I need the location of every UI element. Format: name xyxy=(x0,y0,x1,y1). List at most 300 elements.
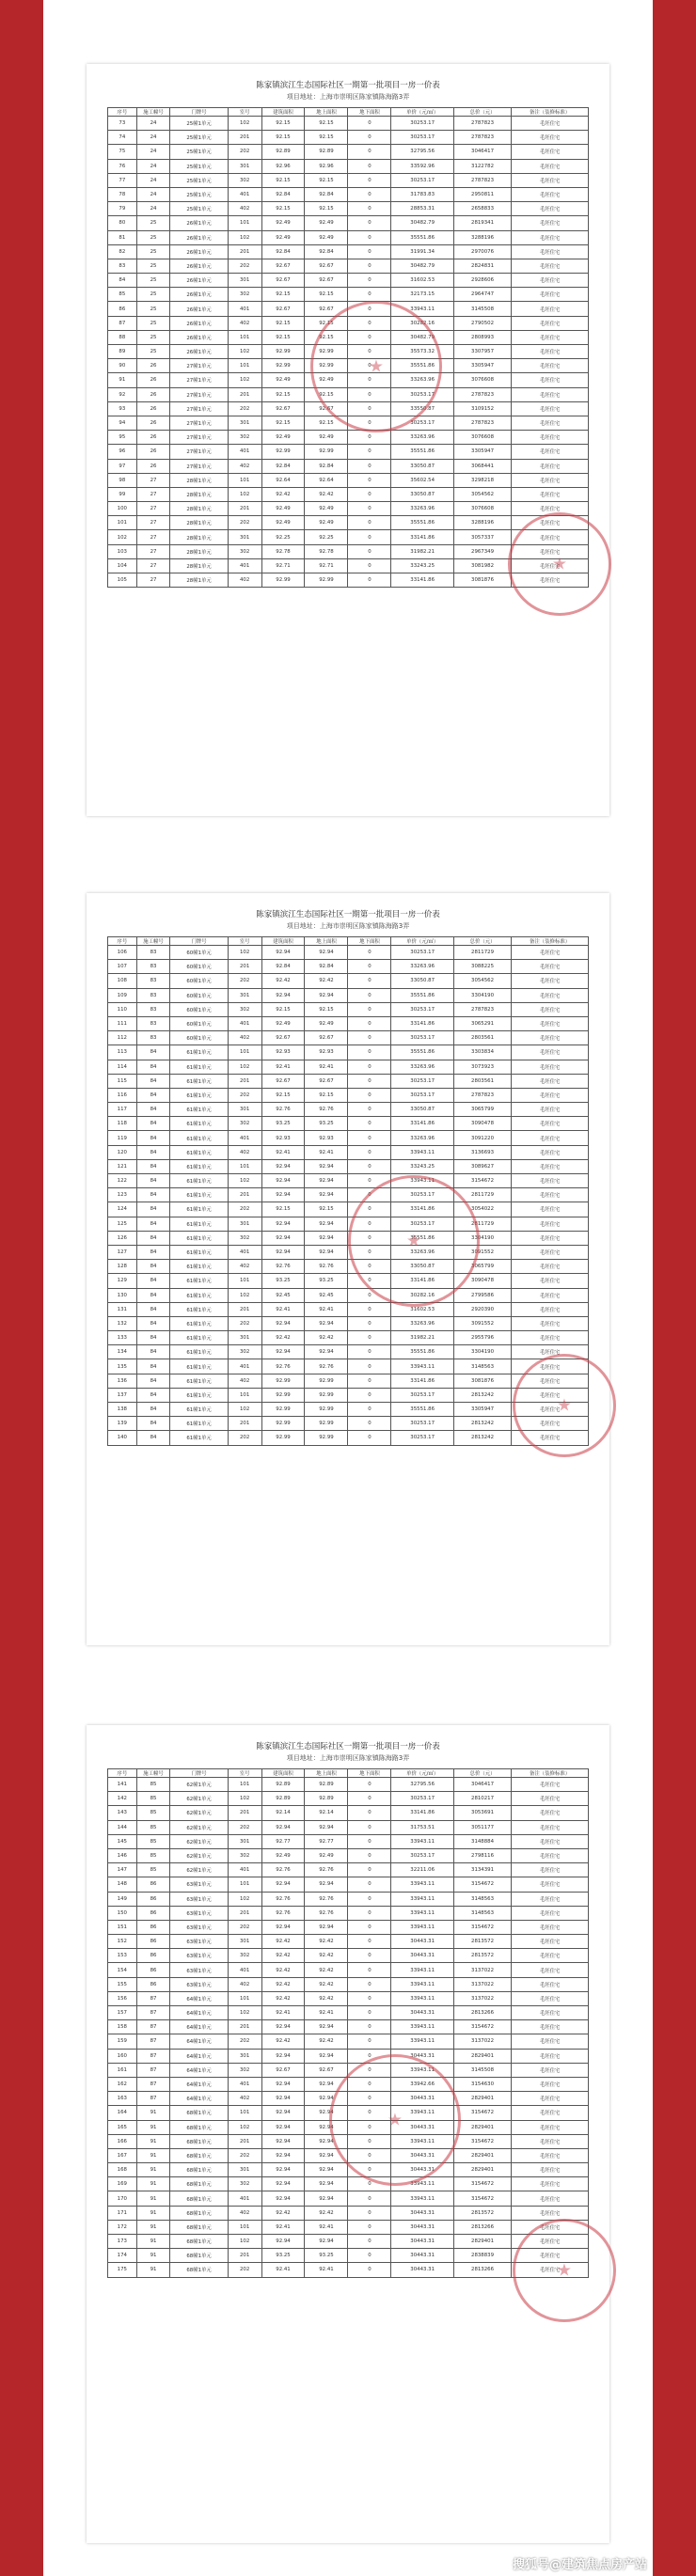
table-cell: 35551.86 xyxy=(391,1231,453,1245)
table-cell: 92.94 xyxy=(305,2163,348,2177)
table-cell: 30443.31 xyxy=(391,2049,453,2063)
table-row xyxy=(108,1806,589,1820)
table-cell: 0 xyxy=(348,544,391,558)
column-header: 门牌号 xyxy=(170,937,228,946)
table-cell: 0 xyxy=(348,1245,391,1259)
table-cell: 0 xyxy=(348,1374,391,1388)
table-cell: 0 xyxy=(348,473,391,487)
table-cell: 0 xyxy=(348,1074,391,1088)
table-cell: 0 xyxy=(348,401,391,416)
table-cell: 302 xyxy=(228,2063,261,2077)
table-cell: 2803561 xyxy=(453,1031,511,1045)
table-cell: 0 xyxy=(348,1117,391,1131)
table-cell: 0 xyxy=(348,2249,391,2263)
table-cell: 61幢1单元 xyxy=(170,1431,228,1445)
table-cell: 0 xyxy=(348,530,391,544)
column-header: 门牌号 xyxy=(170,108,228,117)
table-cell: 27 xyxy=(136,530,170,544)
table-row xyxy=(108,530,589,544)
table-cell: 毛坯住宅 xyxy=(512,1848,589,1862)
table-row xyxy=(108,974,589,988)
table-cell: 92.94 xyxy=(261,1316,305,1330)
table-cell: 33943.11 xyxy=(391,2034,453,2049)
table-cell: 毛坯住宅 xyxy=(512,1863,589,1877)
table-cell: 3081982 xyxy=(453,558,511,573)
table-cell: 26幢1单元 xyxy=(170,330,228,344)
table-row xyxy=(108,1103,589,1117)
table-cell: 毛坯住宅 xyxy=(512,459,589,473)
table-cell: 91 xyxy=(136,2134,170,2148)
table-cell: 302 xyxy=(228,1002,261,1016)
table-row xyxy=(108,2220,589,2234)
table-cell: 毛坯住宅 xyxy=(512,387,589,401)
table-cell: 2950811 xyxy=(453,187,511,201)
table-cell: 33141.86 xyxy=(391,1806,453,1820)
table-cell: 0 xyxy=(348,946,391,960)
table-cell: 93.25 xyxy=(261,2249,305,2263)
table-cell: 0 xyxy=(348,131,391,145)
table-cell: 92.42 xyxy=(261,1935,305,1949)
table-cell: 63幢1单元 xyxy=(170,1977,228,1991)
table-cell: 3109152 xyxy=(453,401,511,416)
column-header: 地上面积 xyxy=(305,108,348,117)
table-cell: 毛坯住宅 xyxy=(512,145,589,159)
sheet-title: 陈家镇滨江生态国际社区一期第一批项目一房一价表 xyxy=(256,81,440,90)
table-cell: 92.49 xyxy=(261,230,305,244)
table-cell: 62幢1单元 xyxy=(170,1848,228,1862)
table-cell: 82 xyxy=(108,244,137,259)
table-cell: 毛坯住宅 xyxy=(512,1417,589,1431)
table-cell: 33050.87 xyxy=(391,487,453,501)
column-header: 建筑面积 xyxy=(261,1769,305,1778)
table-cell: 84 xyxy=(136,1431,170,1445)
table-cell: 92.76 xyxy=(261,1863,305,1877)
table-cell: 92.76 xyxy=(261,1260,305,1274)
table-cell: 33263.96 xyxy=(391,1060,453,1074)
table-cell: 2787823 xyxy=(453,117,511,131)
table-cell: 2813266 xyxy=(453,2263,511,2277)
table-cell: 86 xyxy=(136,1906,170,1920)
table-row xyxy=(108,1202,589,1217)
table-row xyxy=(108,487,589,501)
table-cell: 61幢1单元 xyxy=(170,1288,228,1302)
table-cell: 135 xyxy=(108,1359,137,1374)
table-cell: 301 xyxy=(228,416,261,430)
table-cell: 84 xyxy=(136,1245,170,1259)
table-cell: 0 xyxy=(348,2106,391,2120)
table-cell: 27 xyxy=(136,558,170,573)
table-cell: 33943.11 xyxy=(391,302,453,316)
table-cell: 108 xyxy=(108,974,137,988)
table-cell: 2829401 xyxy=(453,2235,511,2249)
table-cell: 102 xyxy=(108,530,137,544)
table-row xyxy=(108,1834,589,1848)
table-cell: 3136693 xyxy=(453,1145,511,1159)
table-cell: 60幢1单元 xyxy=(170,960,228,974)
table-cell: 2829401 xyxy=(453,2163,511,2177)
table-cell: 92.78 xyxy=(261,544,305,558)
table-cell: 33943.11 xyxy=(391,2134,453,2148)
table-cell: 145 xyxy=(108,1834,137,1848)
table-cell: 401 xyxy=(228,1016,261,1030)
table-cell: 92.41 xyxy=(261,2220,305,2234)
table-cell: 2813572 xyxy=(453,1935,511,1949)
table-cell: 83 xyxy=(136,988,170,1002)
table-row xyxy=(108,1963,589,1977)
table-cell: 302 xyxy=(228,431,261,445)
table-cell: 78 xyxy=(108,187,137,201)
table-cell: 92.42 xyxy=(261,974,305,988)
table-cell: 144 xyxy=(108,1820,137,1834)
table-cell: 3288196 xyxy=(453,230,511,244)
table-cell: 201 xyxy=(228,502,261,516)
table-cell: 3053691 xyxy=(453,1806,511,1820)
table-row xyxy=(108,445,589,459)
table-cell: 0 xyxy=(348,988,391,1002)
table-cell: 101 xyxy=(228,473,261,487)
table-row xyxy=(108,316,589,330)
table-cell: 93 xyxy=(108,401,137,416)
table-cell: 3154672 xyxy=(453,2020,511,2034)
table-cell: 26幢1单元 xyxy=(170,345,228,359)
table-cell: 102 xyxy=(228,2235,261,2249)
table-cell: 毛坯住宅 xyxy=(512,1002,589,1016)
table-row xyxy=(108,1906,589,1920)
table-cell: 0 xyxy=(348,1060,391,1074)
table-cell: 2810217 xyxy=(453,1792,511,1806)
table-cell: 63幢1单元 xyxy=(170,1877,228,1892)
table-cell: 31783.83 xyxy=(391,187,453,201)
table-cell: 68幢1单元 xyxy=(170,2191,228,2206)
table-cell: 114 xyxy=(108,1060,137,1074)
table-cell: 202 xyxy=(228,259,261,273)
table-cell: 102 xyxy=(228,117,261,131)
table-cell: 毛坯住宅 xyxy=(512,259,589,273)
table-cell: 毛坯住宅 xyxy=(512,1016,589,1030)
table-row xyxy=(108,1045,589,1060)
table-cell: 92.93 xyxy=(305,1131,348,1145)
table-cell: 毛坯住宅 xyxy=(512,117,589,131)
table-cell: 92.67 xyxy=(261,401,305,416)
table-cell: 毛坯住宅 xyxy=(512,1145,589,1159)
table-cell: 61幢1单元 xyxy=(170,1417,228,1431)
table-cell: 31982.21 xyxy=(391,1331,453,1345)
table-cell: 117 xyxy=(108,1103,137,1117)
table-cell: 0 xyxy=(348,1174,391,1188)
table-cell: 83 xyxy=(136,946,170,960)
table-cell: 92.99 xyxy=(261,1417,305,1431)
table-cell: 113 xyxy=(108,1045,137,1060)
table-cell: 131 xyxy=(108,1302,137,1316)
table-cell: 毛坯住宅 xyxy=(512,1977,589,1991)
table-cell: 92.45 xyxy=(305,1288,348,1302)
table-cell: 3068441 xyxy=(453,459,511,473)
table-cell: 25幢1单元 xyxy=(170,117,228,131)
table-cell: 2829401 xyxy=(453,2148,511,2162)
table-cell: 毛坯住宅 xyxy=(512,216,589,230)
table-row xyxy=(108,2006,589,2020)
table-cell: 毛坯住宅 xyxy=(512,2148,589,2162)
column-header: 室号 xyxy=(228,1769,261,1778)
table-cell: 35551.86 xyxy=(391,1403,453,1417)
column-header: 施工幢号 xyxy=(136,937,170,946)
table-cell: 92.49 xyxy=(305,502,348,516)
table-cell: 92.99 xyxy=(305,1417,348,1431)
table-cell: 30253.17 xyxy=(391,1792,453,1806)
table-cell: 119 xyxy=(108,1131,137,1145)
table-cell: 27幢1单元 xyxy=(170,416,228,430)
table-cell: 3090478 xyxy=(453,1274,511,1288)
table-cell: 毛坯住宅 xyxy=(512,330,589,344)
table-cell: 30253.17 xyxy=(391,1074,453,1088)
table-cell: 33943.11 xyxy=(391,1906,453,1920)
table-cell: 301 xyxy=(228,159,261,173)
table-cell: 138 xyxy=(108,1403,137,1417)
table-cell: 84 xyxy=(136,1060,170,1074)
table-cell: 毛坯住宅 xyxy=(512,1877,589,1892)
table-cell: 61幢1单元 xyxy=(170,1260,228,1274)
table-cell: 28幢1单元 xyxy=(170,558,228,573)
table-cell: 92.89 xyxy=(261,145,305,159)
table-cell: 毛坯住宅 xyxy=(512,544,589,558)
table-cell: 172 xyxy=(108,2220,137,2234)
table-cell: 92.94 xyxy=(305,1174,348,1188)
table-cell: 3305947 xyxy=(453,445,511,459)
table-cell: 92.15 xyxy=(261,1002,305,1016)
table-cell: 92.99 xyxy=(305,1388,348,1402)
table-cell: 123 xyxy=(108,1188,137,1202)
table-cell: 30443.31 xyxy=(391,2235,453,2249)
table-cell: 115 xyxy=(108,1074,137,1088)
table-cell: 101 xyxy=(228,1388,261,1402)
table-cell: 92.94 xyxy=(261,1820,305,1834)
table-cell: 92.96 xyxy=(261,159,305,173)
table-cell: 92.67 xyxy=(305,401,348,416)
table-cell: 31753.51 xyxy=(391,1820,453,1834)
table-cell: 68幢1单元 xyxy=(170,2120,228,2134)
table-cell: 0 xyxy=(348,2077,391,2091)
table-cell: 158 xyxy=(108,2020,137,2034)
table-cell: 92.94 xyxy=(261,2092,305,2106)
table-cell: 74 xyxy=(108,131,137,145)
table-cell: 92.99 xyxy=(305,345,348,359)
table-row xyxy=(108,159,589,173)
table-cell: 2813572 xyxy=(453,1949,511,1963)
table-cell: 92.94 xyxy=(305,1345,348,1359)
table-cell: 202 xyxy=(228,1920,261,1934)
table-cell: 92.94 xyxy=(305,2077,348,2091)
table-cell: 30443.31 xyxy=(391,2120,453,2134)
table-cell: 27幢1单元 xyxy=(170,431,228,445)
table-cell: 130 xyxy=(108,1288,137,1302)
table-cell: 92.67 xyxy=(261,2063,305,2077)
table-cell: 104 xyxy=(108,558,137,573)
table-cell: 3065799 xyxy=(453,1103,511,1117)
table-cell: 302 xyxy=(228,288,261,302)
table-row xyxy=(108,1145,589,1159)
table-row xyxy=(108,2191,589,2206)
table-row xyxy=(108,2077,589,2091)
table-cell: 92.49 xyxy=(261,1848,305,1862)
table-cell: 92.67 xyxy=(261,302,305,316)
table-cell: 202 xyxy=(228,1088,261,1102)
price-table xyxy=(107,936,589,1446)
table-cell: 毛坯住宅 xyxy=(512,173,589,187)
table-cell: 201 xyxy=(228,1906,261,1920)
table-cell: 202 xyxy=(228,2148,261,2162)
table-cell: 33263.96 xyxy=(391,373,453,387)
table-cell: 毛坯住宅 xyxy=(512,1103,589,1117)
table-cell: 33943.11 xyxy=(391,1174,453,1188)
table-cell: 30253.17 xyxy=(391,1217,453,1231)
table-row xyxy=(108,1088,589,1102)
right-red-border xyxy=(653,0,696,2576)
column-header: 地下面积 xyxy=(348,108,391,117)
table-row xyxy=(108,401,589,416)
table-cell: 77 xyxy=(108,173,137,187)
table-cell: 165 xyxy=(108,2120,137,2134)
table-cell: 102 xyxy=(228,230,261,244)
table-cell: 92.49 xyxy=(305,216,348,230)
table-cell: 85 xyxy=(136,1806,170,1820)
table-cell: 32211.06 xyxy=(391,1863,453,1877)
table-cell: 91 xyxy=(136,2249,170,2263)
table-cell: 3081876 xyxy=(453,1374,511,1388)
column-header: 总价（元） xyxy=(453,937,511,946)
table-cell: 61幢1单元 xyxy=(170,1117,228,1131)
table-cell: 92.94 xyxy=(305,1159,348,1173)
table-cell: 毛坯住宅 xyxy=(512,2120,589,2134)
table-cell: 92.15 xyxy=(305,1002,348,1016)
table-cell: 92.94 xyxy=(305,2148,348,2162)
table-cell: 301 xyxy=(228,1103,261,1117)
table-cell: 92.67 xyxy=(305,302,348,316)
table-cell: 26 xyxy=(136,359,170,373)
table-cell: 84 xyxy=(136,1345,170,1359)
table-cell: 86 xyxy=(136,1935,170,1949)
table-cell: 31991.34 xyxy=(391,244,453,259)
table-cell: 61幢1单元 xyxy=(170,1174,228,1188)
table-cell: 30482.79 xyxy=(391,259,453,273)
table-cell: 2790502 xyxy=(453,316,511,330)
table-cell: 92.94 xyxy=(261,1877,305,1892)
table-cell: 毛坯住宅 xyxy=(512,487,589,501)
table-cell: 61幢1单元 xyxy=(170,1388,228,1402)
table-cell: 35602.54 xyxy=(391,473,453,487)
table-cell: 61幢1单元 xyxy=(170,1202,228,1217)
table-cell: 3305947 xyxy=(453,1403,511,1417)
table-cell: 84 xyxy=(136,1388,170,1402)
table-cell: 62幢1单元 xyxy=(170,1792,228,1806)
table-cell: 92.49 xyxy=(305,516,348,530)
table-cell: 3054022 xyxy=(453,1202,511,1217)
table-cell: 62幢1单元 xyxy=(170,1778,228,1792)
table-row xyxy=(108,1016,589,1030)
table-cell: 毛坯住宅 xyxy=(512,1778,589,1792)
table-cell: 30253.17 xyxy=(391,1088,453,1102)
table-cell: 92.94 xyxy=(305,1820,348,1834)
table-cell: 毛坯住宅 xyxy=(512,1359,589,1374)
table-cell: 3303834 xyxy=(453,1045,511,1060)
table-cell: 0 xyxy=(348,1877,391,1892)
table-cell: 30253.17 xyxy=(391,117,453,131)
table-cell: 0 xyxy=(348,445,391,459)
table-cell: 402 xyxy=(228,459,261,473)
table-row xyxy=(108,416,589,430)
table-cell: 0 xyxy=(348,1045,391,1060)
table-cell: 143 xyxy=(108,1806,137,1820)
table-cell: 92.94 xyxy=(261,1188,305,1202)
table-row xyxy=(108,2134,589,2148)
table-cell: 92.94 xyxy=(305,988,348,1002)
table-cell: 毛坯住宅 xyxy=(512,2249,589,2263)
table-cell: 101 xyxy=(228,1877,261,1892)
table-cell: 毛坯住宅 xyxy=(512,2263,589,2277)
table-row xyxy=(108,1359,589,1374)
table-cell: 毛坯住宅 xyxy=(512,946,589,960)
table-cell: 92.15 xyxy=(305,173,348,187)
table-cell: 402 xyxy=(228,1145,261,1159)
table-cell: 157 xyxy=(108,2006,137,2020)
table-cell: 63幢1单元 xyxy=(170,1935,228,1949)
table-cell: 202 xyxy=(228,1820,261,1834)
table-row xyxy=(108,2235,589,2249)
table-cell: 2811729 xyxy=(453,946,511,960)
table-cell: 92.41 xyxy=(261,1302,305,1316)
table-cell: 301 xyxy=(228,2049,261,2063)
table-cell: 2813572 xyxy=(453,2206,511,2220)
table-cell: 2787823 xyxy=(453,173,511,187)
table-cell: 92.41 xyxy=(305,1145,348,1159)
table-cell: 92.15 xyxy=(261,288,305,302)
table-cell: 30282.16 xyxy=(391,1288,453,1302)
table-cell: 0 xyxy=(348,1892,391,1906)
table-row xyxy=(108,1417,589,1431)
table-cell: 25 xyxy=(136,345,170,359)
table-cell: 402 xyxy=(228,1031,261,1045)
table-cell: 27 xyxy=(136,473,170,487)
table-cell: 64幢1单元 xyxy=(170,2049,228,2063)
table-cell: 0 xyxy=(348,1088,391,1102)
table-cell: 毛坯住宅 xyxy=(512,1131,589,1145)
table-cell: 毛坯住宅 xyxy=(512,530,589,544)
table-cell: 30443.31 xyxy=(391,1949,453,1963)
table-cell: 402 xyxy=(228,1374,261,1388)
table-cell: 75 xyxy=(108,145,137,159)
table-cell: 0 xyxy=(348,558,391,573)
table-cell: 175 xyxy=(108,2263,137,2277)
table-cell: 92.42 xyxy=(261,1949,305,1963)
table-cell: 0 xyxy=(348,1202,391,1217)
table-cell: 30482.79 xyxy=(391,330,453,344)
table-cell: 139 xyxy=(108,1417,137,1431)
table-cell: 92.67 xyxy=(305,1031,348,1045)
table-cell: 33943.11 xyxy=(391,1359,453,1374)
table-cell: 33943.11 xyxy=(391,1991,453,2005)
table-cell: 102 xyxy=(228,946,261,960)
table-cell: 101 xyxy=(228,330,261,344)
table-cell: 137 xyxy=(108,1388,137,1402)
table-row xyxy=(108,230,589,244)
table-cell: 0 xyxy=(348,1260,391,1274)
table-cell: 0 xyxy=(348,1963,391,1977)
table-cell: 0 xyxy=(348,431,391,445)
table-cell: 401 xyxy=(228,187,261,201)
table-cell: 302 xyxy=(228,1231,261,1245)
table-cell: 128 xyxy=(108,1260,137,1274)
table-cell: 毛坯住宅 xyxy=(512,2235,589,2249)
table-cell: 毛坯住宅 xyxy=(512,1074,589,1088)
